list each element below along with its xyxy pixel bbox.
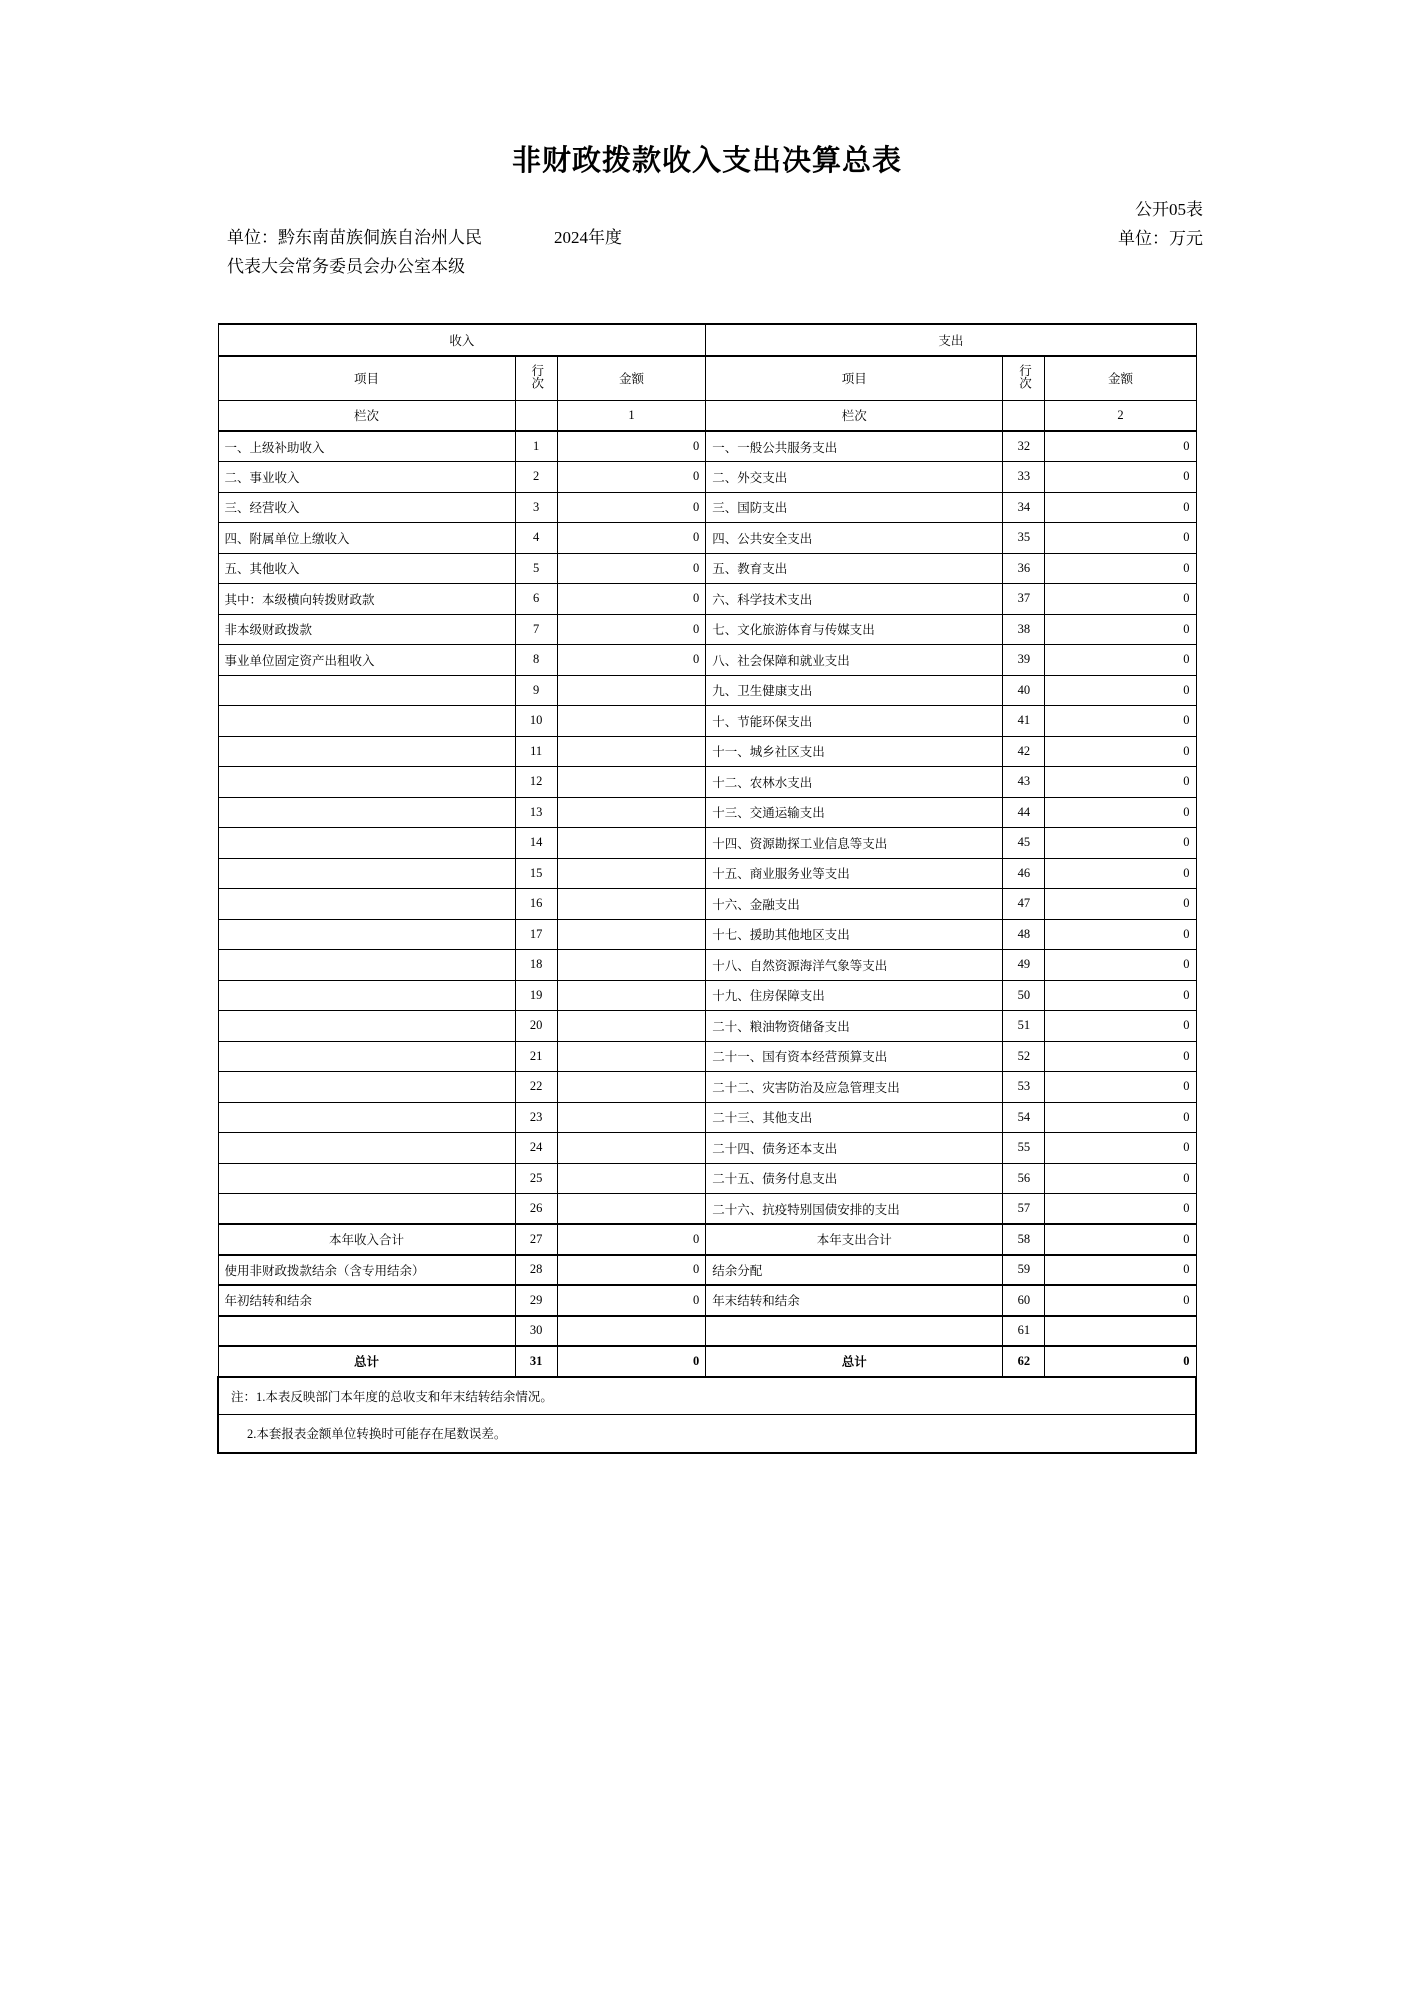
table-note: 注：1.本表反映部门本年度的总收支和年末结转结余情况。 [231, 1389, 553, 1404]
table-row [218, 1072, 1196, 1103]
income-rowno: 11 [515, 736, 557, 767]
income-amount [557, 858, 706, 889]
table-row [218, 767, 1196, 798]
unit-label-line2: 代表大会常务委员会办公室本级 [227, 257, 465, 276]
table-row [218, 1194, 1196, 1225]
income-item [218, 858, 515, 889]
income-amount [557, 767, 706, 798]
expenditure-item: 九、卫生健康支出 [706, 675, 1003, 706]
expenditure-rowno: 43 [1003, 767, 1045, 798]
col-header-exp-rowno: 行次 [1003, 356, 1045, 400]
meta-right-block [1118, 195, 1203, 253]
income-item [218, 980, 515, 1011]
expenditure-rowno: 32 [1003, 431, 1045, 462]
table-row [218, 431, 1196, 462]
expenditure-rowno: 53 [1003, 1072, 1045, 1103]
expenditure-amount: 0 [1045, 431, 1196, 462]
expenditure-amount: 0 [1045, 706, 1196, 737]
table-row [218, 1163, 1196, 1194]
expenditure-item: 六、科学技术支出 [706, 584, 1003, 615]
expenditure-amount: 0 [1045, 523, 1196, 554]
expenditure-item: 八、社会保障和就业支出 [706, 645, 1003, 676]
expenditure-rowno: 45 [1003, 828, 1045, 859]
expenditure-rowno: 41 [1003, 706, 1045, 737]
expenditure-item: 四、公共安全支出 [706, 523, 1003, 554]
summary-expenditure-item: 本年支出合计 [706, 1224, 1003, 1255]
income-rowno: 13 [515, 797, 557, 828]
income-amount [557, 736, 706, 767]
table-row [218, 858, 1196, 889]
group-header-income: 收入 [218, 324, 706, 356]
income-rowno: 12 [515, 767, 557, 798]
form-code: 公开05表 [1135, 200, 1203, 219]
expenditure-amount: 0 [1045, 1041, 1196, 1072]
income-rowno: 15 [515, 858, 557, 889]
expenditure-amount: 0 [1045, 858, 1196, 889]
income-rowno: 17 [515, 919, 557, 950]
table-lane-header [218, 400, 1196, 431]
income-amount [557, 1102, 706, 1133]
expenditure-item: 十、节能环保支出 [706, 706, 1003, 737]
table-row [218, 1041, 1196, 1072]
income-amount [557, 828, 706, 859]
expenditure-amount: 0 [1045, 614, 1196, 645]
summary-income-item: 本年收入合计 [218, 1224, 515, 1255]
expenditure-amount: 0 [1045, 950, 1196, 981]
income-rowno: 24 [515, 1133, 557, 1164]
income-item: 五、其他收入 [218, 553, 515, 584]
income-rowno: 19 [515, 980, 557, 1011]
table-note-row [218, 1415, 1196, 1453]
expenditure-rowno: 50 [1003, 980, 1045, 1011]
col-header-income-amount: 金额 [557, 356, 706, 400]
lane-no-income: 1 [557, 400, 706, 431]
expenditure-amount: 0 [1045, 828, 1196, 859]
summary-income-rowno: 28 [515, 1255, 557, 1286]
income-amount [557, 706, 706, 737]
summary-income-amount: 0 [557, 1224, 706, 1255]
income-rowno: 4 [515, 523, 557, 554]
table-note: 2.本套报表金额单位转换时可能存在尾数误差。 [247, 1427, 507, 1442]
income-item: 四、附属单位上缴收入 [218, 523, 515, 554]
income-item: 非本级财政拨款 [218, 614, 515, 645]
income-amount [557, 1163, 706, 1194]
income-item: 二、事业收入 [218, 462, 515, 493]
expenditure-rowno: 36 [1003, 553, 1045, 584]
expenditure-rowno: 39 [1003, 645, 1045, 676]
income-item [218, 1102, 515, 1133]
income-amount [557, 1194, 706, 1225]
expenditure-item: 二十五、债务付息支出 [706, 1163, 1003, 1194]
lane-no-expenditure: 2 [1045, 400, 1196, 431]
table-column-header [218, 356, 1196, 400]
income-amount [557, 950, 706, 981]
expenditure-rowno: 46 [1003, 858, 1045, 889]
expenditure-amount: 0 [1045, 1102, 1196, 1133]
income-item [218, 828, 515, 859]
summary-income-rowno: 27 [515, 1224, 557, 1255]
table-row [218, 462, 1196, 493]
summary-expenditure-amount [1045, 1316, 1196, 1347]
meta-left-block [227, 223, 787, 281]
expenditure-rowno: 34 [1003, 492, 1045, 523]
income-item [218, 706, 515, 737]
income-item: 三、经营收入 [218, 492, 515, 523]
expenditure-item: 十二、农林水支出 [706, 767, 1003, 798]
income-rowno: 6 [515, 584, 557, 615]
income-item [218, 736, 515, 767]
table-row [218, 645, 1196, 676]
income-amount [557, 919, 706, 950]
total-income-amount: 0 [557, 1346, 706, 1377]
grand-total-row [218, 1346, 1196, 1377]
expenditure-item: 七、文化旅游体育与传媒支出 [706, 614, 1003, 645]
expenditure-rowno: 37 [1003, 584, 1045, 615]
income-rowno: 21 [515, 1041, 557, 1072]
table-row [218, 553, 1196, 584]
expenditure-amount: 0 [1045, 1011, 1196, 1042]
income-item [218, 1133, 515, 1164]
income-amount: 0 [557, 553, 706, 584]
amount-unit: 单位：万元 [1118, 229, 1203, 248]
income-amount [557, 1133, 706, 1164]
expenditure-item: 二十三、其他支出 [706, 1102, 1003, 1133]
income-rowno: 14 [515, 828, 557, 859]
income-item [218, 1011, 515, 1042]
expenditure-amount: 0 [1045, 980, 1196, 1011]
income-amount: 0 [557, 584, 706, 615]
summary-row [218, 1255, 1196, 1286]
table-row [218, 1102, 1196, 1133]
income-item: 事业单位固定资产出租收入 [218, 645, 515, 676]
income-rowno: 25 [515, 1163, 557, 1194]
expenditure-amount: 0 [1045, 553, 1196, 584]
expenditure-rowno: 44 [1003, 797, 1045, 828]
table-row [218, 584, 1196, 615]
col-header-exp-amount: 金额 [1045, 356, 1196, 400]
table-row [218, 706, 1196, 737]
income-rowno: 16 [515, 889, 557, 920]
table-row [218, 950, 1196, 981]
expenditure-amount: 0 [1045, 889, 1196, 920]
expenditure-rowno: 57 [1003, 1194, 1045, 1225]
expenditure-amount: 0 [1045, 645, 1196, 676]
income-rowno: 5 [515, 553, 557, 584]
income-amount [557, 1011, 706, 1042]
income-rowno: 7 [515, 614, 557, 645]
summary-expenditure-amount: 0 [1045, 1255, 1196, 1286]
income-rowno: 10 [515, 706, 557, 737]
table-row [218, 1011, 1196, 1042]
income-amount [557, 889, 706, 920]
income-rowno: 26 [515, 1194, 557, 1225]
unit-label: 单位：黔东南苗族侗族自治州人民 [227, 228, 482, 247]
summary-income-item: 使用非财政拨款结余（含专用结余） [218, 1255, 515, 1286]
expenditure-rowno: 48 [1003, 919, 1045, 950]
expenditure-amount: 0 [1045, 584, 1196, 615]
table-row [218, 828, 1196, 859]
income-amount: 0 [557, 492, 706, 523]
table-row [218, 919, 1196, 950]
income-item: 一、上级补助收入 [218, 431, 515, 462]
expenditure-rowno: 38 [1003, 614, 1045, 645]
expenditure-rowno: 52 [1003, 1041, 1045, 1072]
expenditure-item: 一、一般公共服务支出 [706, 431, 1003, 462]
expenditure-item: 十九、住房保障支出 [706, 980, 1003, 1011]
income-amount [557, 1072, 706, 1103]
total-income-label: 总计 [218, 1346, 515, 1377]
group-header-expenditure: 支出 [706, 324, 1196, 356]
expenditure-amount: 0 [1045, 1163, 1196, 1194]
income-amount [557, 1041, 706, 1072]
summary-income-item [218, 1316, 515, 1347]
lane-label-expenditure: 栏次 [706, 400, 1003, 431]
table-row [218, 889, 1196, 920]
expenditure-rowno: 42 [1003, 736, 1045, 767]
table-row [218, 980, 1196, 1011]
expenditure-amount: 0 [1045, 919, 1196, 950]
expenditure-item: 二十一、国有资本经营预算支出 [706, 1041, 1003, 1072]
summary-expenditure-amount: 0 [1045, 1285, 1196, 1316]
expenditure-item: 二十四、债务还本支出 [706, 1133, 1003, 1164]
expenditure-rowno: 51 [1003, 1011, 1045, 1042]
table-row [218, 797, 1196, 828]
summary-expenditure-rowno: 61 [1003, 1316, 1045, 1347]
page-title: 非财政拨款收入支出决算总表 [511, 143, 902, 177]
expenditure-amount: 0 [1045, 1133, 1196, 1164]
total-expenditure-rowno: 62 [1003, 1346, 1045, 1377]
summary-row [218, 1316, 1196, 1347]
income-amount [557, 797, 706, 828]
income-item [218, 1194, 515, 1225]
income-rowno: 9 [515, 675, 557, 706]
income-rowno: 18 [515, 950, 557, 981]
income-item [218, 1163, 515, 1194]
expenditure-item: 二、外交支出 [706, 462, 1003, 493]
summary-income-rowno: 30 [515, 1316, 557, 1347]
table-row [218, 523, 1196, 554]
expenditure-amount: 0 [1045, 462, 1196, 493]
expenditure-amount: 0 [1045, 736, 1196, 767]
table-row [218, 492, 1196, 523]
expenditure-item: 五、教育支出 [706, 553, 1003, 584]
summary-income-amount: 0 [557, 1285, 706, 1316]
summary-expenditure-rowno: 60 [1003, 1285, 1045, 1316]
fiscal-year: 2024年度 [554, 228, 622, 247]
income-amount: 0 [557, 645, 706, 676]
summary-expenditure-amount: 0 [1045, 1224, 1196, 1255]
income-item [218, 1072, 515, 1103]
expenditure-item: 十八、自然资源海洋气象等支出 [706, 950, 1003, 981]
income-item [218, 919, 515, 950]
summary-expenditure-item: 年末结转和结余 [706, 1285, 1003, 1316]
income-item [218, 797, 515, 828]
col-header-income-rowno: 行次 [515, 356, 557, 400]
total-expenditure-label: 总计 [706, 1346, 1003, 1377]
income-item [218, 950, 515, 981]
col-header-income-item: 项目 [218, 356, 515, 400]
expenditure-item: 十一、城乡社区支出 [706, 736, 1003, 767]
expenditure-amount: 0 [1045, 767, 1196, 798]
income-rowno: 1 [515, 431, 557, 462]
lane-blank-expenditure [1003, 400, 1045, 431]
income-item [218, 1041, 515, 1072]
summary-expenditure-rowno: 58 [1003, 1224, 1045, 1255]
summary-row [218, 1285, 1196, 1316]
income-rowno: 22 [515, 1072, 557, 1103]
income-item: 其中：本级横向转拨财政款 [218, 584, 515, 615]
income-rowno: 2 [515, 462, 557, 493]
expenditure-amount: 0 [1045, 1072, 1196, 1103]
summary-expenditure-item: 结余分配 [706, 1255, 1003, 1286]
summary-expenditure-rowno: 59 [1003, 1255, 1045, 1286]
expenditure-rowno: 49 [1003, 950, 1045, 981]
col-header-exp-item: 项目 [706, 356, 1003, 400]
expenditure-item: 二十、粮油物资储备支出 [706, 1011, 1003, 1042]
income-item [218, 767, 515, 798]
expenditure-item: 二十二、灾害防治及应急管理支出 [706, 1072, 1003, 1103]
summary-expenditure-item [706, 1316, 1003, 1347]
income-amount [557, 675, 706, 706]
total-expenditure-amount: 0 [1045, 1346, 1196, 1377]
summary-row [218, 1224, 1196, 1255]
summary-income-amount: 0 [557, 1255, 706, 1286]
expenditure-rowno: 55 [1003, 1133, 1045, 1164]
income-rowno: 8 [515, 645, 557, 676]
lane-blank-income [515, 400, 557, 431]
expenditure-item: 十七、援助其他地区支出 [706, 919, 1003, 950]
expenditure-amount: 0 [1045, 675, 1196, 706]
income-item [218, 675, 515, 706]
income-rowno: 23 [515, 1102, 557, 1133]
expenditure-rowno: 47 [1003, 889, 1045, 920]
income-item [218, 889, 515, 920]
income-amount: 0 [557, 462, 706, 493]
table-row [218, 736, 1196, 767]
income-amount: 0 [557, 431, 706, 462]
lane-label-income: 栏次 [218, 400, 515, 431]
income-rowno: 3 [515, 492, 557, 523]
income-amount: 0 [557, 523, 706, 554]
summary-income-item: 年初结转和结余 [218, 1285, 515, 1316]
income-amount [557, 980, 706, 1011]
expenditure-amount: 0 [1045, 797, 1196, 828]
income-amount: 0 [557, 614, 706, 645]
document-meta [217, 179, 1203, 276]
expenditure-amount: 0 [1045, 492, 1196, 523]
expenditure-item: 二十六、抗疫特别国债安排的支出 [706, 1194, 1003, 1225]
summary-income-amount [557, 1316, 706, 1347]
summary-income-rowno: 29 [515, 1285, 557, 1316]
expenditure-rowno: 33 [1003, 462, 1045, 493]
table-row [218, 1133, 1196, 1164]
expenditure-rowno: 54 [1003, 1102, 1045, 1133]
expenditure-rowno: 40 [1003, 675, 1045, 706]
table-row [218, 675, 1196, 706]
income-rowno: 20 [515, 1011, 557, 1042]
expenditure-item: 三、国防支出 [706, 492, 1003, 523]
table-group-header [218, 324, 1196, 356]
table-row [218, 614, 1196, 645]
expenditure-item: 十五、商业服务业等支出 [706, 858, 1003, 889]
expenditure-amount: 0 [1045, 1194, 1196, 1225]
expenditure-item: 十四、资源勘探工业信息等支出 [706, 828, 1003, 859]
table-note-row [218, 1377, 1196, 1415]
expenditure-rowno: 35 [1003, 523, 1045, 554]
total-income-rowno: 31 [515, 1346, 557, 1377]
budget-table [217, 323, 1197, 1454]
expenditure-item: 十六、金融支出 [706, 889, 1003, 920]
expenditure-item: 十三、交通运输支出 [706, 797, 1003, 828]
expenditure-rowno: 56 [1003, 1163, 1045, 1194]
